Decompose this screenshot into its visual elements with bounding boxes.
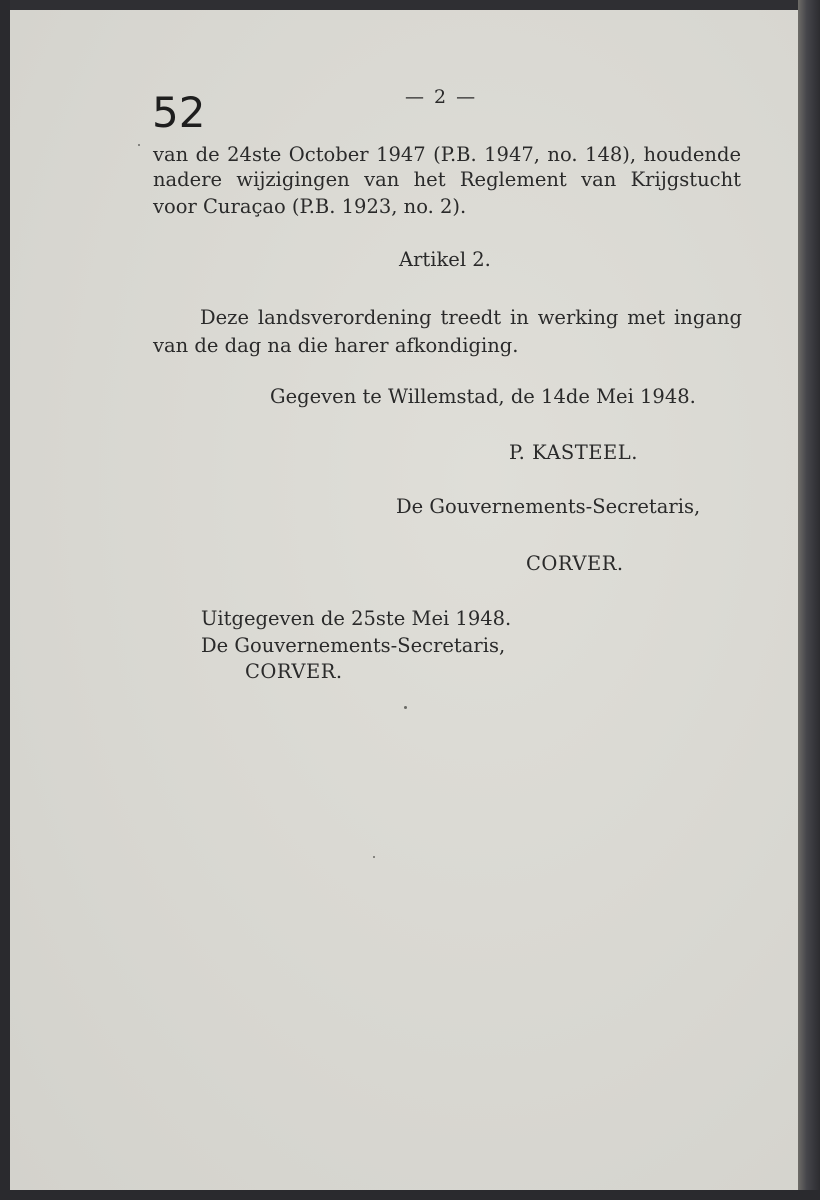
scan-border-top: [0, 0, 820, 10]
paragraph1-line3: voor Curaçao (P.B. 1923, no. 2).: [153, 195, 467, 218]
issued-signatory: CORVER.: [245, 660, 343, 683]
article-heading: Artikel 2.: [399, 248, 491, 271]
given-line: Gegeven te Willemstad, de 14de Mei 1948.: [270, 385, 696, 408]
page-header: — 2 —: [405, 86, 478, 108]
paragraph2-line2: van de dag na die harer afkondiging.: [153, 334, 519, 357]
paper-speck: [404, 706, 407, 709]
issued-date: Uitgegeven de 25ste Mei 1948.: [201, 607, 512, 630]
paragraph1-line1: van de 24ste October 1947 (P.B. 1947, no. 148), houdende: [153, 143, 741, 166]
scan-border-left: [0, 0, 10, 1200]
scan-border-bottom: [0, 1190, 820, 1200]
paragraph2-line1: Deze landsverordening treedt in werking met ingang: [200, 306, 742, 329]
page-number: 52: [152, 88, 206, 137]
signatory-corver: CORVER.: [526, 552, 624, 575]
issued-secretary-title: De Gouvernements-Secretaris,: [201, 634, 506, 657]
paragraph1-line2: nadere wijzigingen van het Reglement van Krijgstucht: [153, 168, 741, 191]
scan-border-right: [798, 0, 820, 1200]
paper-speck: [373, 856, 375, 858]
paper-speck: [138, 144, 140, 146]
document-page: [10, 10, 798, 1190]
secretary-title: De Gouvernements-Secretaris,: [396, 495, 701, 518]
signatory-kasteel: P. KASTEEL.: [509, 441, 638, 464]
